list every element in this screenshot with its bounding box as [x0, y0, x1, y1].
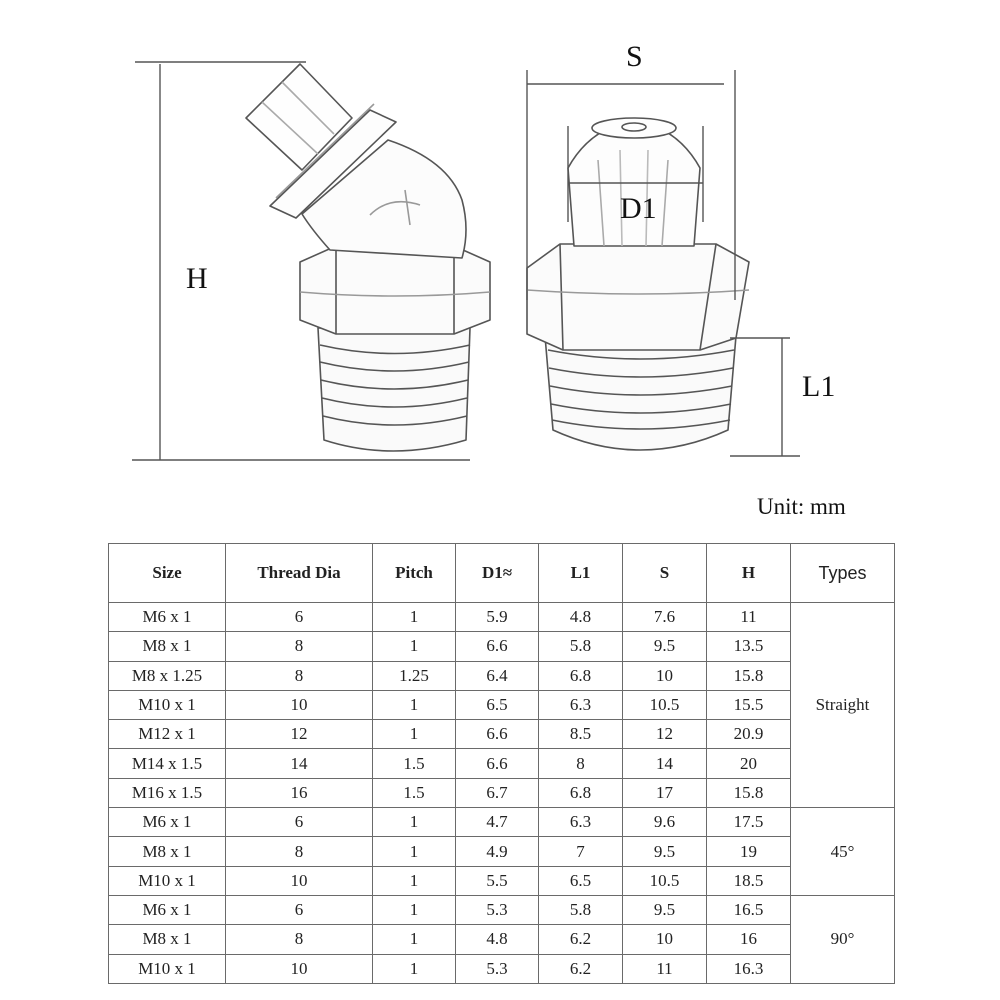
cell-size: M8 x 1 [109, 837, 226, 866]
cell-h: 20.9 [707, 720, 791, 749]
table-row [109, 778, 895, 807]
spec-table-body [109, 603, 895, 984]
unit-note: Unit: mm [757, 494, 846, 519]
table-row [109, 661, 895, 690]
cell-d1: 5.3 [456, 954, 539, 983]
cell-s: 10 [623, 661, 707, 690]
cell-type: 90° [791, 895, 895, 983]
cell-h: 15.8 [707, 661, 791, 690]
header-l1: L1 [539, 544, 623, 603]
header-thread-dia: Thread Dia [226, 544, 373, 603]
cell-size: M16 x 1.5 [109, 778, 226, 807]
cell-pitch: 1 [373, 954, 456, 983]
cell-h: 16 [707, 925, 791, 954]
cell-pitch: 1.25 [373, 661, 456, 690]
cell-s: 9.5 [623, 837, 707, 866]
cell-thread-dia: 10 [226, 690, 373, 719]
cell-size: M10 x 1 [109, 690, 226, 719]
straight-fitting [527, 118, 749, 450]
table-row [109, 720, 895, 749]
cell-size: M14 x 1.5 [109, 749, 226, 778]
label-d1: D1 [620, 192, 657, 225]
header-types: Types [791, 544, 895, 603]
cell-s: 17 [623, 778, 707, 807]
header-s: S [623, 544, 707, 603]
cell-d1: 4.8 [456, 925, 539, 954]
cell-s: 11 [623, 954, 707, 983]
header-d1: D1≈ [456, 544, 539, 603]
cell-l1: 6.8 [539, 661, 623, 690]
cell-h: 16.5 [707, 895, 791, 924]
cell-h: 19 [707, 837, 791, 866]
cell-size: M6 x 1 [109, 895, 226, 924]
cell-l1: 6.3 [539, 808, 623, 837]
cell-s: 9.6 [623, 808, 707, 837]
cell-thread-dia: 10 [226, 866, 373, 895]
cell-d1: 6.7 [456, 778, 539, 807]
table-row [109, 837, 895, 866]
cell-size: M6 x 1 [109, 808, 226, 837]
cell-pitch: 1.5 [373, 749, 456, 778]
cell-l1: 6.8 [539, 778, 623, 807]
cell-pitch: 1 [373, 690, 456, 719]
cell-size: M8 x 1 [109, 632, 226, 661]
cell-pitch: 1 [373, 632, 456, 661]
cell-pitch: 1 [373, 866, 456, 895]
header-h: H [707, 544, 791, 603]
cell-h: 20 [707, 749, 791, 778]
cell-size: M8 x 1.25 [109, 661, 226, 690]
cell-h: 18.5 [707, 866, 791, 895]
cell-d1: 5.5 [456, 866, 539, 895]
cell-d1: 6.6 [456, 632, 539, 661]
cell-size: M10 x 1 [109, 954, 226, 983]
cell-size: M12 x 1 [109, 720, 226, 749]
table-row [109, 925, 895, 954]
cell-d1: 4.9 [456, 837, 539, 866]
dimension-l1 [730, 338, 800, 456]
cell-pitch: 1 [373, 837, 456, 866]
cell-s: 14 [623, 749, 707, 778]
cell-thread-dia: 12 [226, 720, 373, 749]
cell-size: M8 x 1 [109, 925, 226, 954]
cell-type: 45° [791, 808, 895, 896]
cell-h: 17.5 [707, 808, 791, 837]
table-row [109, 603, 895, 632]
label-s: S [626, 40, 643, 73]
cell-l1: 5.8 [539, 632, 623, 661]
cell-l1: 6.2 [539, 954, 623, 983]
cell-s: 10.5 [623, 690, 707, 719]
cell-h: 15.5 [707, 690, 791, 719]
header-pitch: Pitch [373, 544, 456, 603]
cell-d1: 4.7 [456, 808, 539, 837]
cell-d1: 6.6 [456, 720, 539, 749]
table-row [109, 808, 895, 837]
cell-d1: 5.3 [456, 895, 539, 924]
table-row [109, 749, 895, 778]
cell-s: 9.5 [623, 895, 707, 924]
cell-h: 16.3 [707, 954, 791, 983]
cell-s: 7.6 [623, 603, 707, 632]
table-row [109, 954, 895, 983]
cell-l1: 8 [539, 749, 623, 778]
cell-thread-dia: 14 [226, 749, 373, 778]
cell-l1: 6.5 [539, 866, 623, 895]
label-l1: L1 [802, 370, 836, 403]
cell-d1: 6.5 [456, 690, 539, 719]
cell-thread-dia: 8 [226, 837, 373, 866]
cell-l1: 6.2 [539, 925, 623, 954]
cell-thread-dia: 16 [226, 778, 373, 807]
cell-l1: 6.3 [539, 690, 623, 719]
cell-thread-dia: 10 [226, 954, 373, 983]
cell-s: 10.5 [623, 866, 707, 895]
table-row [109, 866, 895, 895]
cell-l1: 4.8 [539, 603, 623, 632]
table-row [109, 895, 895, 924]
table-row [109, 632, 895, 661]
cell-type: Straight [791, 603, 895, 808]
header-size: Size [109, 544, 226, 603]
cell-s: 10 [623, 925, 707, 954]
spec-table [108, 543, 895, 984]
cell-thread-dia: 8 [226, 632, 373, 661]
cell-pitch: 1 [373, 808, 456, 837]
cell-h: 15.8 [707, 778, 791, 807]
cell-pitch: 1 [373, 925, 456, 954]
table-header-row [109, 544, 895, 603]
cell-pitch: 1 [373, 895, 456, 924]
cell-s: 9.5 [623, 632, 707, 661]
cell-thread-dia: 6 [226, 808, 373, 837]
cell-thread-dia: 6 [226, 895, 373, 924]
cell-pitch: 1 [373, 603, 456, 632]
cell-size: M6 x 1 [109, 603, 226, 632]
cell-h: 11 [707, 603, 791, 632]
cell-d1: 5.9 [456, 603, 539, 632]
cell-pitch: 1 [373, 720, 456, 749]
table-row [109, 690, 895, 719]
cell-thread-dia: 8 [226, 925, 373, 954]
cell-h: 13.5 [707, 632, 791, 661]
cell-d1: 6.6 [456, 749, 539, 778]
cell-thread-dia: 6 [226, 603, 373, 632]
cell-s: 12 [623, 720, 707, 749]
cell-thread-dia: 8 [226, 661, 373, 690]
cell-size: M10 x 1 [109, 866, 226, 895]
cell-d1: 6.4 [456, 661, 539, 690]
cell-l1: 7 [539, 837, 623, 866]
cell-pitch: 1.5 [373, 778, 456, 807]
cell-l1: 8.5 [539, 720, 623, 749]
label-h: H [186, 262, 208, 295]
angled-fitting [246, 64, 490, 451]
cell-l1: 5.8 [539, 895, 623, 924]
